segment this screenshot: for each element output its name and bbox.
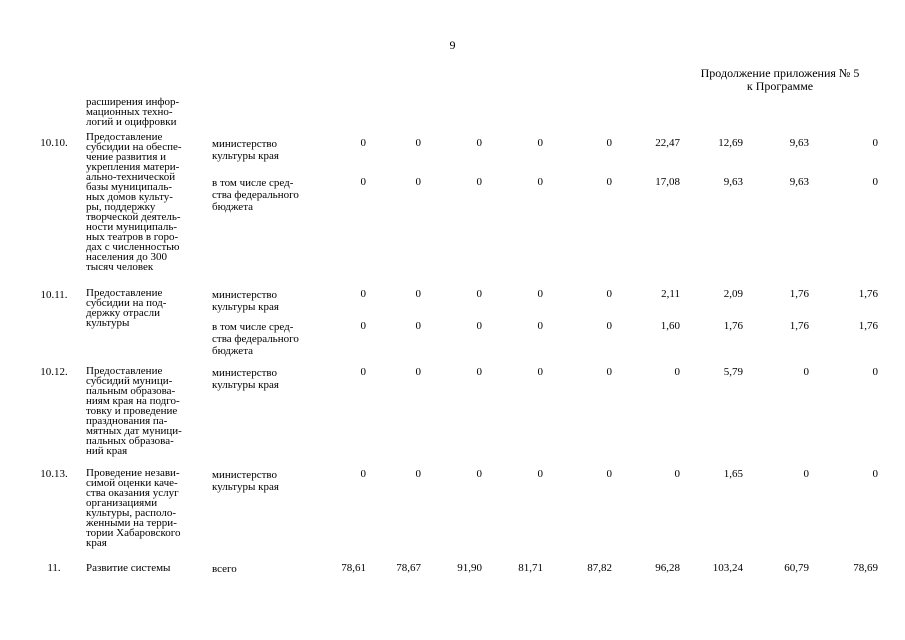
value-cell: 0 (415, 137, 421, 149)
value-cell: 9,63 (723, 176, 743, 188)
text-line: ности муниципаль- (86, 221, 178, 233)
text-line: края (86, 537, 107, 549)
text-line: ных домов культу- (86, 191, 173, 203)
text-line: чение развития и (86, 151, 167, 163)
value-cell: 0 (360, 137, 366, 149)
text-line: ниям края на подго- (86, 395, 180, 407)
value-cell: 0 (872, 468, 878, 480)
value-cell: 0 (606, 366, 612, 378)
row-number: 10.10. (40, 137, 68, 149)
value-cell: 2,09 (723, 288, 743, 300)
value-cell: 0 (476, 468, 482, 480)
value-cell: 17,08 (655, 176, 680, 188)
value-cell: 60,79 (784, 562, 809, 574)
value-cell: 0 (476, 320, 482, 332)
text-line: Предоставление (86, 131, 163, 143)
text-line: субсидии на под- (86, 297, 167, 309)
text-line: творческой деятель- (86, 211, 181, 223)
value-cell: 78,61 (341, 562, 366, 574)
value-cell: 0 (537, 468, 543, 480)
row-number: 11. (47, 562, 61, 574)
executor (212, 563, 237, 575)
value-cell: 2,11 (661, 288, 680, 300)
text-line: базы муниципаль- (86, 181, 173, 193)
text-line: мационных техно- (86, 106, 173, 118)
value-cell: 5,79 (723, 366, 743, 378)
value-cell: 0 (674, 468, 680, 480)
executor (212, 469, 279, 493)
value-cell: 103,24 (712, 562, 743, 574)
value-cell: 0 (606, 288, 612, 300)
executor (212, 138, 279, 162)
value-cell: 0 (606, 320, 612, 332)
value-cell: 0 (360, 366, 366, 378)
value-cell: 78,69 (853, 562, 878, 574)
text-line: культуры края (212, 481, 279, 493)
value-cell: 91,90 (457, 562, 482, 574)
value-cell: 1,76 (789, 320, 809, 332)
text-line: министерство (212, 289, 278, 301)
row-number: 10.13. (40, 468, 68, 480)
text-line: ний края (86, 445, 128, 457)
value-cell: 1,76 (789, 288, 809, 300)
value-cell: 0 (476, 288, 482, 300)
carryover-text (86, 97, 179, 127)
value-cell: 0 (537, 366, 543, 378)
value-cell: 1,60 (660, 320, 680, 332)
text-line: тысяч человек (86, 261, 154, 273)
value-cell: 1,65 (723, 468, 743, 480)
subrow (0, 563, 905, 573)
value-cell: 0 (415, 468, 421, 480)
text-line: Развитие системы (86, 562, 171, 574)
text-line: министерство (212, 138, 278, 150)
text-line: в том числе сред- (212, 321, 294, 333)
executor (212, 367, 279, 391)
value-cell: 0 (606, 137, 612, 149)
text-line: субсидии на обеспе- (86, 141, 182, 153)
subrow (0, 320, 905, 357)
value-cell: 9,63 (789, 137, 809, 149)
value-cell: 0 (415, 320, 421, 332)
text-line: празднования па- (86, 415, 168, 427)
value-cell: 0 (872, 137, 878, 149)
row-title (86, 468, 181, 548)
text-line: в том числе сред- (212, 177, 294, 189)
row-number: 10.12. (40, 366, 68, 378)
value-cell: 9,63 (789, 176, 809, 188)
value-cell: 1,76 (723, 320, 743, 332)
text-line: пальным образова- (86, 385, 176, 397)
text-line: держку отрасли (86, 307, 160, 319)
page-number: 9 (449, 38, 456, 52)
text-line: товку и проведение (86, 405, 178, 417)
value-cell: 22,47 (655, 137, 680, 149)
value-cell: 0 (537, 320, 543, 332)
text-line: укрепления матери- (86, 161, 180, 173)
row-title (86, 366, 182, 456)
continuation-line-1: Продолжение приложения № 5 (700, 66, 860, 80)
value-cell: 0 (415, 288, 421, 300)
value-cell: 0 (872, 176, 878, 188)
text-line: культуры края (212, 301, 279, 313)
text-line: дах с численностью (86, 241, 180, 253)
text-line: ства оказания услуг (86, 487, 179, 499)
text-line: культуры края (212, 150, 279, 162)
value-cell: 0 (803, 366, 809, 378)
text-line: мятных дат муници- (86, 425, 182, 437)
continuation-line-2: к Программе (746, 79, 814, 93)
text-line: организациями (86, 497, 158, 509)
value-cell: 0 (415, 366, 421, 378)
row-number: 10.11. (40, 289, 68, 301)
continuation-header (690, 67, 870, 93)
text-line: Проведение незави- (86, 467, 180, 479)
executor (212, 289, 279, 313)
value-cell: 0 (476, 137, 482, 149)
executor (212, 321, 299, 357)
text-line: субсидий муници- (86, 375, 173, 387)
text-line: ства федерального (212, 189, 299, 201)
value-cell: 0 (476, 366, 482, 378)
text-line: ства федерального (212, 333, 299, 345)
text-line: культуры края (212, 379, 279, 391)
value-cell: 0 (537, 288, 543, 300)
text-line: министерство (212, 469, 278, 481)
value-cell: 0 (606, 468, 612, 480)
value-cell: 0 (537, 137, 543, 149)
value-cell: 0 (360, 288, 366, 300)
text-line: ально-технической (86, 171, 176, 183)
text-line: Предоставление (86, 365, 163, 377)
value-cell: 96,28 (655, 562, 680, 574)
text-line: пальных образова- (86, 435, 174, 447)
value-cell: 0 (360, 468, 366, 480)
text-line: ры, поддержку (86, 201, 156, 213)
value-cell: 1,76 (858, 320, 878, 332)
value-cell: 0 (803, 468, 809, 480)
text-line: ных театров в горо- (86, 231, 179, 243)
text-line: культуры, располо- (86, 507, 177, 519)
value-cell: 0 (872, 366, 878, 378)
value-cell: 1,76 (858, 288, 878, 300)
value-cell: 12,69 (718, 137, 743, 149)
value-cell: 0 (360, 176, 366, 188)
text-line: населения до 300 (86, 251, 167, 263)
text-line: культуры (86, 317, 130, 329)
value-cell: 0 (537, 176, 543, 188)
value-cell: 0 (415, 176, 421, 188)
value-cell: 78,67 (396, 562, 421, 574)
value-cell: 81,71 (518, 562, 543, 574)
text-line: бюджета (212, 345, 254, 357)
text-line: симой оценки каче- (86, 477, 178, 489)
value-cell: 0 (674, 366, 680, 378)
text-line: логий и оцифровки (86, 116, 177, 128)
row-title (86, 132, 182, 272)
value-cell: 0 (606, 176, 612, 188)
text-line: бюджета (212, 201, 254, 213)
text-line: расширения инфор- (86, 96, 180, 108)
executor (212, 177, 299, 213)
text-line: всего (212, 563, 237, 575)
text-line: Предоставление (86, 287, 163, 299)
value-cell: 87,82 (587, 562, 612, 574)
text-line: тории Хабаровского (86, 527, 181, 539)
value-cell: 0 (360, 320, 366, 332)
text-line: министерство (212, 367, 278, 379)
value-cell: 0 (476, 176, 482, 188)
text-line: женными на терри- (86, 517, 177, 529)
